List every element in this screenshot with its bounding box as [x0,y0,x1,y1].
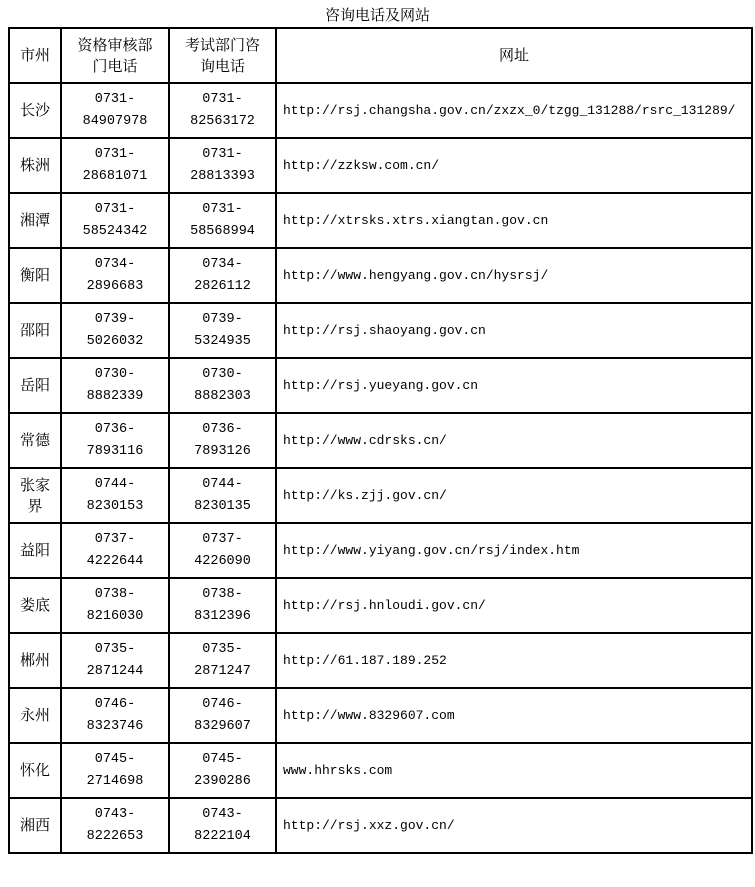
contact-table [8,27,753,854]
review-phone-cell: 0739- 5026032 [61,303,169,358]
review-phone-cell: 0736- 7893116 [61,413,169,468]
city-cell: 永州 [9,688,61,743]
city-cell: 张家界 [9,468,61,523]
review-phone-cell: 0731- 58524342 [61,193,169,248]
review-phone-cell: 0734- 2896683 [61,248,169,303]
table-row [9,83,752,138]
table-row [9,358,752,413]
url-link[interactable]: http://rsj.xxz.gov.cn/ [276,798,752,853]
exam-phone-cell: 0731- 28813393 [169,138,276,193]
url-link[interactable]: www.hhrsks.com [276,743,752,798]
exam-phone-cell: 0746- 8329607 [169,688,276,743]
city-cell: 湘西 [9,798,61,853]
exam-phone-cell: 0743- 8222104 [169,798,276,853]
url-link[interactable]: http://rsj.shaoyang.gov.cn [276,303,752,358]
header-exam-phone: 考试部门咨询电话 [169,28,276,83]
table-row [9,523,752,578]
url-link[interactable]: http://www.cdrsks.cn/ [276,413,752,468]
table-row [9,743,752,798]
table-title: 咨询电话及网站 [324,6,430,24]
exam-phone-cell: 0736- 7893126 [169,413,276,468]
review-phone-cell: 0730- 8882339 [61,358,169,413]
city-cell: 衡阳 [9,248,61,303]
table-row [9,248,752,303]
review-phone-cell: 0731- 28681071 [61,138,169,193]
url-link[interactable]: http://www.8329607.com [276,688,752,743]
header-url: 网址 [276,28,752,83]
table-row [9,413,752,468]
header-city: 市州 [9,28,61,83]
table-row [9,138,752,193]
url-link[interactable]: http://xtrsks.xtrs.xiangtan.gov.cn [276,193,752,248]
table-row [9,688,752,743]
city-cell: 株洲 [9,138,61,193]
city-cell: 怀化 [9,743,61,798]
exam-phone-cell: 0734- 2826112 [169,248,276,303]
review-phone-cell: 0731- 84907978 [61,83,169,138]
url-link[interactable]: http://rsj.yueyang.gov.cn [276,358,752,413]
table-row [9,468,752,523]
exam-phone-cell: 0737- 4226090 [169,523,276,578]
table-row [9,633,752,688]
url-link[interactable]: http://ks.zjj.gov.cn/ [276,468,752,523]
table-row [9,303,752,358]
table-row [9,193,752,248]
city-cell: 岳阳 [9,358,61,413]
url-link[interactable]: http://www.hengyang.gov.cn/hysrsj/ [276,248,752,303]
review-phone-cell: 0743- 8222653 [61,798,169,853]
url-link[interactable]: http://www.yiyang.gov.cn/rsj/index.htm [276,523,752,578]
exam-phone-cell: 0744- 8230135 [169,468,276,523]
review-phone-cell: 0738- 8216030 [61,578,169,633]
url-link[interactable]: http://zzksw.com.cn/ [276,138,752,193]
exam-phone-cell: 0730- 8882303 [169,358,276,413]
exam-phone-cell: 0735- 2871247 [169,633,276,688]
table-row [9,578,752,633]
review-phone-cell: 0735- 2871244 [61,633,169,688]
table-row [9,798,752,853]
header-row [9,28,752,83]
city-cell: 邵阳 [9,303,61,358]
url-link[interactable]: http://rsj.changsha.gov.cn/zxzx_0/tzgg_131288/rsrc_131289/ [276,83,752,138]
city-cell: 常德 [9,413,61,468]
city-cell: 湘潭 [9,193,61,248]
url-link[interactable]: http://rsj.hnloudi.gov.cn/ [276,578,752,633]
url-link[interactable]: http://61.187.189.252 [276,633,752,688]
city-cell: 郴州 [9,633,61,688]
city-cell: 益阳 [9,523,61,578]
header-review-phone: 资格审核部门电话 [61,28,169,83]
review-phone-cell: 0746- 8323746 [61,688,169,743]
city-cell: 娄底 [9,578,61,633]
exam-phone-cell: 0745- 2390286 [169,743,276,798]
exam-phone-cell: 0738- 8312396 [169,578,276,633]
exam-phone-cell: 0731- 58568994 [169,193,276,248]
city-cell: 长沙 [9,83,61,138]
exam-phone-cell: 0739- 5324935 [169,303,276,358]
exam-phone-cell: 0731- 82563172 [169,83,276,138]
review-phone-cell: 0744- 8230153 [61,468,169,523]
review-phone-cell: 0745- 2714698 [61,743,169,798]
review-phone-cell: 0737- 4222644 [61,523,169,578]
